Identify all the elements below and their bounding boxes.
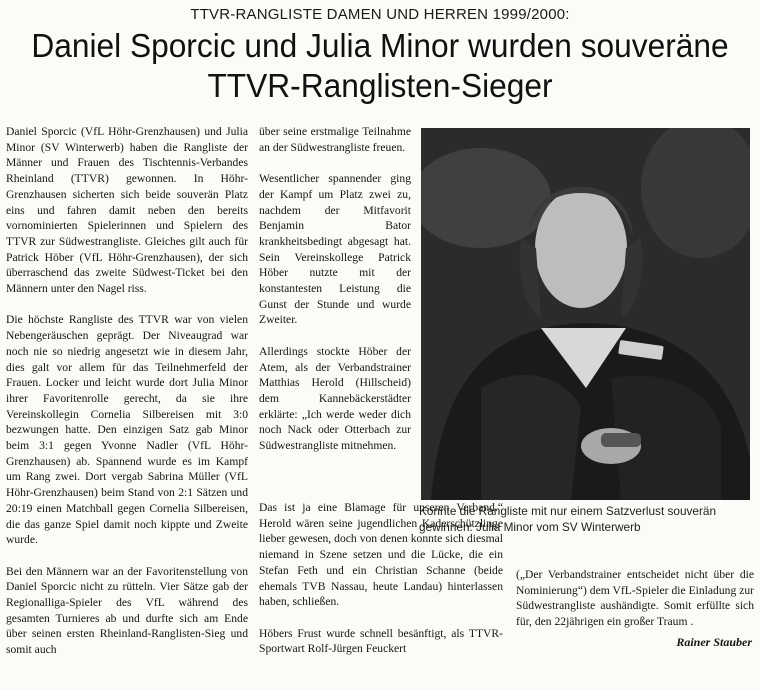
headline	[15, 26, 745, 106]
column-3	[516, 567, 754, 646]
kicker: TTVR-RANGLISTE DAMEN UND HERREN 1999/2000:	[190, 6, 570, 23]
photo	[421, 128, 750, 500]
paragraph: Wesentlicher spannender ging der Kampf um Platz zwei zu, nachdem der Mitfavorit Benjamin Bator krankheitsbedingt abgesagt hat. Sein Vereinskollege Patrick Höber nutzte mit der konstantesten Leistung die Gunst der Stunde und wurde Zweiter.	[259, 172, 411, 327]
paragraph: Daniel Sporcic (VfL Höhr-Grenzhausen) und Julia Minor (SV Winterwerb) haben die Rangliste der Männer und Frauen des Tischtennis-Verbandes Rheinland (TTVR) gewonnen. In Höhr-Grenzhausen sicherten sich beide souverän Platz eins und fahren damit neben den bereits vornominierten Spielerinnen und Spielern des TTVR zur Südwestrangliste. Gleiches gilt auch für Patrick Höber (VfL Höhr-Grenzhausen), der sich überraschend das zweite Südwest-Ticket bei den Männern unter den Nagel riss.	[6, 125, 248, 296]
paragraph: Bei den Männern war an der Favoritenstellung von Daniel Sporcic nicht zu rütteln. Vier Sätze gab der Regionalliga-Spieler des VfL während des gesamten Turnieres ab und durfte sich am Ende über seinen ersten Rheinland-Ranglisten-Sieg und somit auch	[6, 564, 248, 657]
headline-line-2: TTVR-Ranglisten-Sieger	[207, 67, 553, 104]
headline-line-1: Daniel Sporcic und Julia Minor wurden souveräne	[31, 27, 729, 64]
column-1	[6, 124, 248, 674]
paragraph: Höbers Frust wurde schnell besänftigt, als TTVR-Sportwart Rolf-Jürgen Feuckert	[259, 626, 503, 656]
paragraph: Das ist ja eine Blamage für unseren Verband.“ Herold wären seine jugendlichen Kaderschützlinge lieber gewesen, doch von denen konnte sich diesmal niemand in Szene setzen und die Lücke, die ein Stefan Feth und ein Christian Schanne (beide ehemals TVB Nassau, heute Landau) hinterlassen haben, schließen.	[259, 501, 503, 609]
paragraph: („Der Verbandstrainer entscheidet nicht über die Nominierung“) dem VfL-Spieler die Einladung zur Südwestrangliste aushändigte. Somit erfüllte sich für, den 22jährigen ein großer Traum .	[516, 568, 754, 629]
paragraph: Allerdings stockte Höber der Atem, als der Verbandstrainer Matthias Herold (Hillscheid) dem Kannebäckerstädter erklärte: „Ich werde weder dich noch Nack oder Otterbach zur Südwestrangliste mitnehmen.	[259, 344, 411, 453]
photo-caption: Konnte die Rangliste mit nur einem Satzverlust souverän gewinnen: Julia Minor vom SV Winterwerb	[419, 504, 717, 534]
paragraph: Die höchste Rangliste des TTVR war von vielen Nebengeräuschen geprägt. Der Niveaugrad war noch nie so niedrig angesetzt wie in diesem Jahr, dies galt vor allem für das Teilnehmerfeld der Frauen. Locker und leicht wurde dort Julia Minor ihrer Favoritenrolle gerecht, da sie ihre Vereinskollegin Cornelia Silbereisen mit 3:0 bezwungen hatte. Den einzigen Satz gab Minor beim 3:1 gegen Yvonne Nadler (VfL Höhr-Grenzhausen) ab. Spannend wurde es im Kampf um Rang zwei. Dort vergab Sabrina Müller (VfL Höhr-Grenzhausen) beim Stand von 2:1 Sätzen und 20:19 einen Matchball gegen Cornelia Silbereisen, die das ganze Spiel damit noch kippte und Zweite wurde.	[6, 313, 248, 547]
column-2-bottom	[259, 500, 503, 673]
column-2	[259, 124, 411, 469]
paragraph: über seine erstmalige Teilnahme an der Südwestrangliste freuen.	[259, 125, 411, 154]
author-byline: Rainer Stauber	[676, 635, 752, 649]
